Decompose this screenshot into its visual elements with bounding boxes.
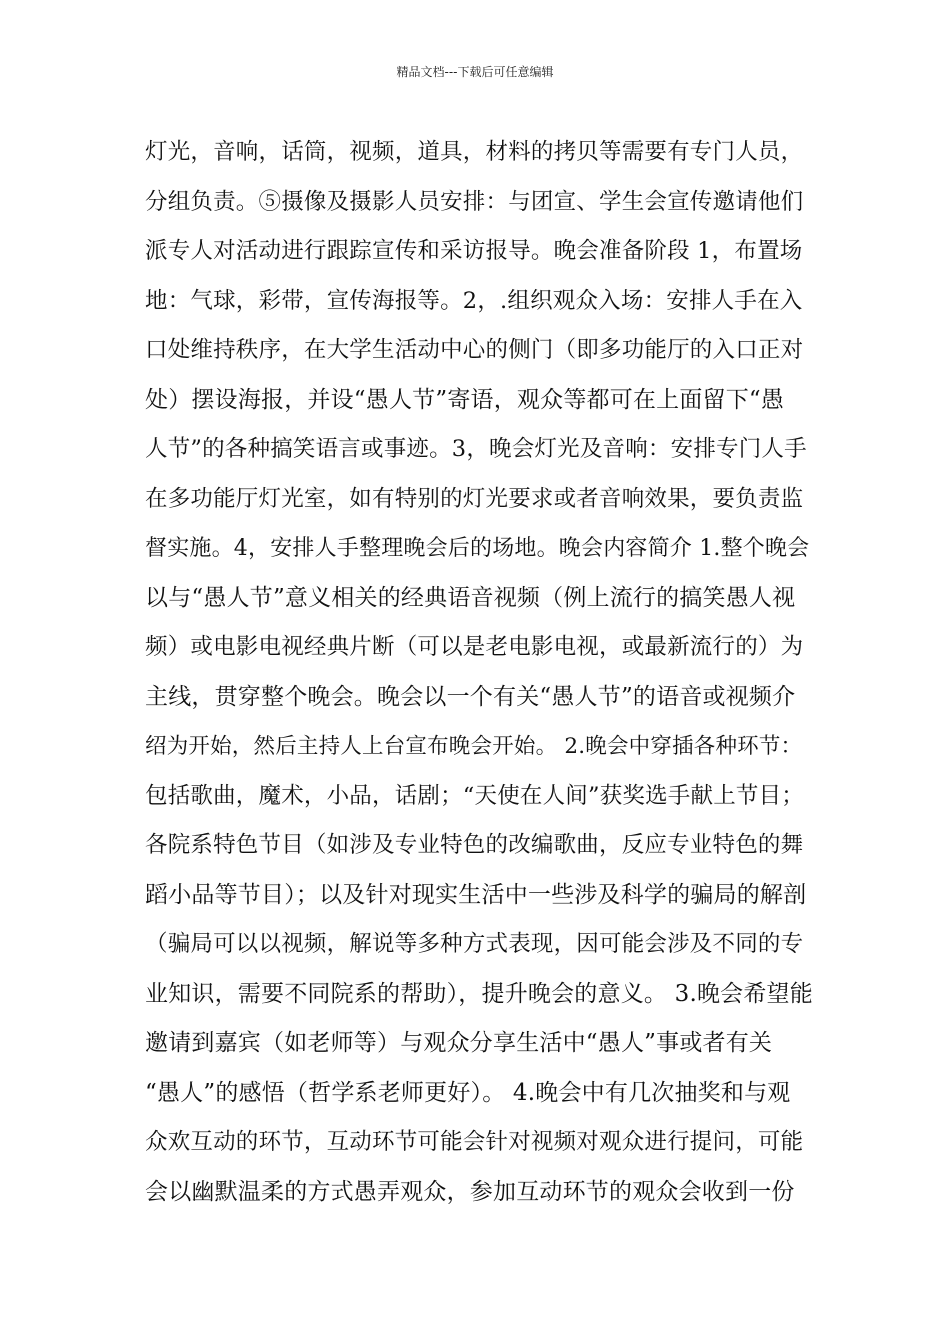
text-line: 频）或电影电视经典片断（可以是老电影电视，或最新流行的）为: [145, 634, 804, 660]
text-line: 包括歌曲，魔术，小品，话剧；“天使在人间”获奖选手献上节目；: [145, 782, 805, 809]
text-line: 督实施。4，安排人手整理晚会后的场地。晚会内容简介 1.整个晚会: [145, 536, 810, 561]
body-text: [145, 128, 813, 1217]
text-line: 以与“愚人节”意义相关的经典语音视频（例上流行的搞笑愚人视: [145, 584, 796, 611]
text-line: 口处维持秩序，在大学生活动中心的侧门（即多功能厅的入口正对: [145, 337, 804, 363]
text-line: 众欢互动的环节，互动环节可能会针对视频对观众进行提问，可能: [145, 1129, 804, 1155]
text-line: 蹈小品等节目）；以及针对现实生活中一些涉及科学的骗局的解剖: [145, 881, 807, 908]
text-line: 各院系特色节目（如涉及专业特色的改编歌曲，反应专业特色的舞: [145, 832, 804, 858]
text-line: 邀请到嘉宾（如老师等）与观众分享生活中“愚人”事或者有关: [145, 1030, 773, 1056]
text-line: 处）摆设海报，并设“愚人节”寄语，观众等都可在上面留下“愚: [145, 386, 785, 413]
text-line: 灯光，音响，话筒，视频，道具，材料的拷贝等需要有专门人员，: [145, 139, 804, 165]
text-line: 派专人对活动进行跟踪宣传和采访报导。晚会准备阶段 1，布置场: [145, 238, 803, 264]
text-line: 地：气球，彩带，宣传海报等。2，.组织观众入场：安排人手在入: [145, 287, 803, 314]
text-line: 人节”的各种搞笑语言或事迹。3，晚会灯光及音响：安排专门人手: [145, 436, 807, 462]
text-line: 业知识，需要不同院系的帮助），提升晚会的意义。 3.晚会希望能: [145, 980, 813, 1007]
text-line: “愚人”的感悟（哲学系老师更好）。 4.晚会中有几次抽奖和与观: [145, 1079, 791, 1106]
page-header: 精品文档---下载后可任意编辑: [396, 65, 554, 79]
text-line: 在多功能厅灯光室，如有特别的灯光要求或者音响效果，要负责监: [145, 485, 804, 512]
text-line: 会以幽默温柔的方式愚弄观众，参加互动环节的观众会收到一份: [145, 1178, 795, 1205]
text-line: 绍为开始，然后主持人上台宣布晚会开始。 2.晚会中穿插各种环节：: [145, 734, 803, 759]
text-line: 分组负责。⑤摄像及摄影人员安排：与团宣、学生会宣传邀请他们: [145, 188, 804, 215]
text-line: 主线，贯穿整个晚会。晚会以一个有关“愚人节”的语音或视频介: [145, 683, 796, 710]
text-line: （骗局可以以视频，解说等多种方式表现，因可能会涉及不同的专: [145, 931, 804, 957]
